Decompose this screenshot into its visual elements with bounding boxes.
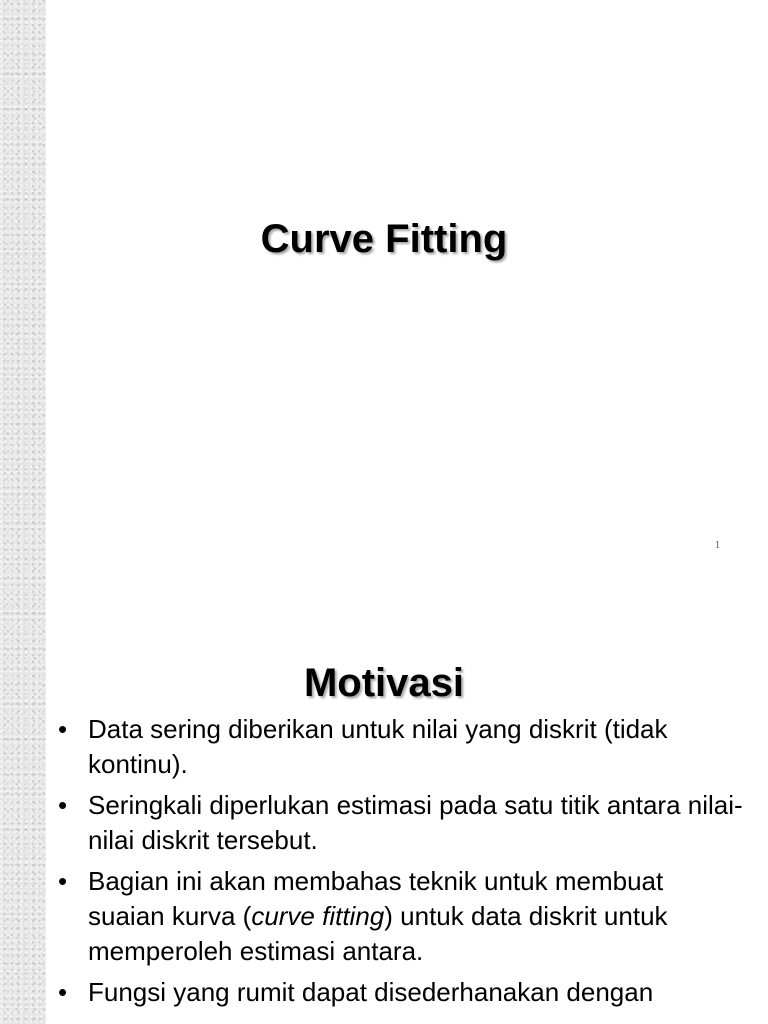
bullet-text-emphasis: curve fitting — [251, 901, 385, 931]
slide-motivasi — [46, 572, 768, 1024]
bullet-text-before: Bagian ini akan membahas teknik untuk membuat suaian kurva ( — [88, 866, 664, 931]
bullet-text: Data sering diberikan untuk nilai yang diskrit (tidak kontinu). — [88, 714, 668, 779]
bullet-item — [56, 864, 746, 969]
bullet-text: Fungsi yang rumit dapat disederhanakan dengan — [88, 977, 654, 1007]
bullet-dot-icon: • — [58, 977, 68, 1007]
page-margin-texture — [0, 0, 46, 1024]
bullet-dot-icon: • — [58, 714, 68, 744]
slide-motivasi-heading: Motivasi — [303, 661, 465, 706]
bullet-text-after: ) untuk data diskrit untuk memperoleh estimasi antara. — [88, 901, 668, 966]
bullet-text: Seringkali diperlukan estimasi pada satu titik antara nilai-nilai diskrit tersebut. — [88, 790, 743, 855]
page-number: 1 — [715, 540, 720, 551]
bullet-item — [56, 975, 746, 1010]
slide-title-heading: Curve Fitting — [260, 216, 508, 261]
bullet-dot-icon: • — [58, 866, 68, 896]
bullet-dot-icon: • — [58, 790, 68, 820]
bullet-item — [56, 788, 746, 858]
bullet-item — [56, 712, 746, 782]
bullet-list — [56, 712, 746, 1016]
slide-title — [46, 0, 768, 572]
